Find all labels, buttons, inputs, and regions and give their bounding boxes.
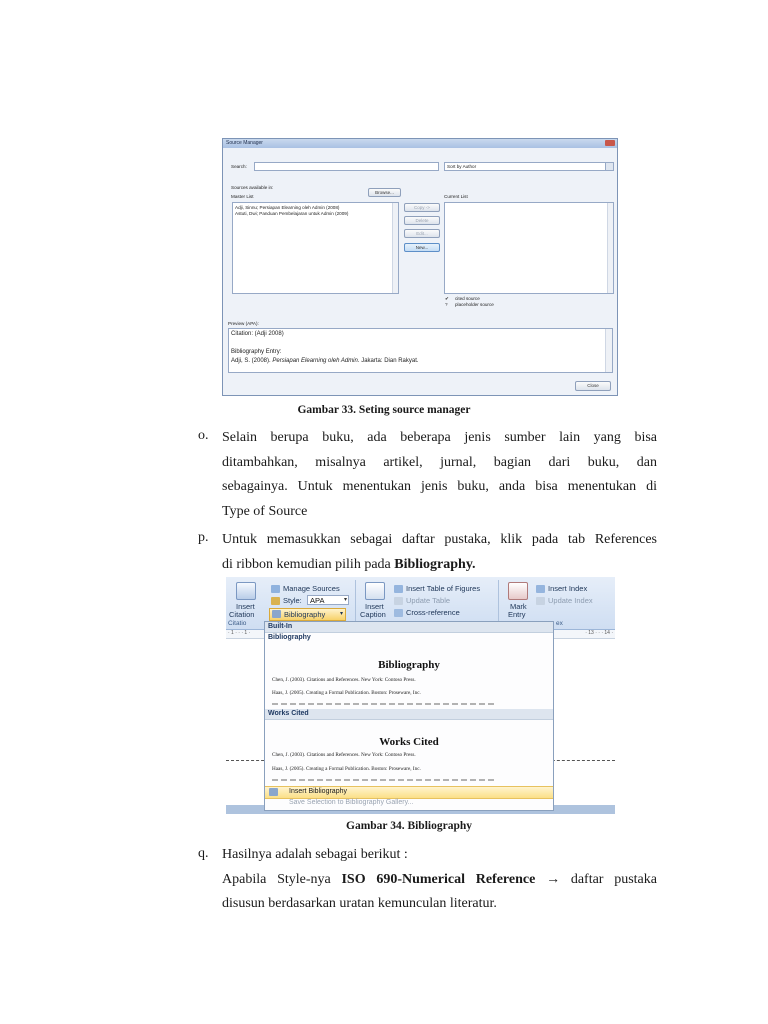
paragraph-line (222, 868, 657, 893)
insert-table-of-figures-button[interactable]: Insert Table of Figures (406, 584, 481, 593)
list-marker-q: q. (198, 846, 209, 861)
works-cited-header (265, 709, 553, 720)
bibliography-gallery-item[interactable] (265, 633, 553, 709)
insert-index-icon (536, 585, 545, 593)
bibliography-heading: Bibliography (378, 659, 440, 671)
sources-available-label: Sources available in: (231, 185, 274, 190)
save-selection-menu-item[interactable] (265, 798, 553, 809)
text: Apabila Style-nya (222, 871, 342, 887)
bibliography-dropdown (264, 621, 554, 811)
sample-entry-cut (272, 703, 497, 705)
dialog-titlebar (223, 139, 617, 148)
search-label: Search: (231, 164, 247, 169)
index-group-label: ex (556, 620, 563, 627)
style-select[interactable] (307, 595, 349, 605)
insert-index-button[interactable]: Insert Index (548, 584, 588, 593)
bold-text: ISO 690-Numerical Reference (341, 871, 536, 887)
manage-sources-icon (271, 585, 280, 593)
table-of-figures-icon (394, 585, 403, 593)
insert-caption-label-2[interactable]: Caption (360, 610, 386, 619)
sample-entry: Chen, J. (2003). Citations and References. New York: Contoso Press. (272, 752, 416, 758)
paragraph-line (222, 553, 657, 578)
update-table-button[interactable]: Update Table (406, 596, 451, 605)
current-list-label: Current List (444, 194, 468, 199)
bold-text: Bibliography. (394, 556, 476, 572)
ruler-left-marks: · 1 · · · 1 · (228, 630, 251, 636)
paragraph-line: Untuk memasukkan sebagai daftar pustaka, klik pada tab References (222, 532, 657, 547)
bibliography-entry-label: Bibliography Entry: (231, 349, 282, 355)
edit-button[interactable]: Edit... (404, 229, 440, 238)
delete-button[interactable]: Delete (404, 216, 440, 225)
cross-reference-icon (394, 609, 403, 617)
bibliography-entry-preview (231, 358, 419, 364)
current-list-scrollbar[interactable] (607, 203, 613, 293)
sample-entry: Haas, J. (2005). Creating a Formal Publication. Boston: Proseware, Inc. (272, 766, 421, 772)
mark-entry-icon[interactable] (508, 582, 528, 600)
insert-citation-label-2[interactable]: Citation (229, 610, 255, 619)
cited-check-icon: ✔ (445, 296, 449, 301)
copy-button[interactable]: Copy -> (404, 203, 440, 212)
figure-34-caption: Gambar 34. Bibliography (346, 820, 472, 832)
close-icon[interactable] (605, 140, 615, 146)
paragraph-line: disusun berdasarkan uratan kemunculan literatur. (222, 896, 497, 911)
style-value: APA (310, 596, 325, 605)
sample-entry: Chen, J. (2003). Citations and References. New York: Contoso Press. (272, 677, 416, 683)
style-label: Style: (283, 596, 302, 605)
placeholder-question-icon: ? (445, 302, 448, 307)
insert-caption-icon[interactable] (365, 582, 385, 600)
word-ribbon-screenshot (226, 577, 615, 814)
paragraph-q (222, 843, 657, 917)
save-selection-label: Save Selection to Bibliography Gallery... (289, 799, 414, 806)
preview-pane (228, 328, 613, 373)
browse-button[interactable]: Browse... (368, 188, 401, 197)
legend-cited: cited source (455, 296, 480, 301)
bibliography-button-label: Bibliography (284, 610, 326, 619)
paragraph-line: Type of Source (222, 503, 308, 519)
new-button[interactable]: New... (404, 243, 440, 252)
built-in-header (265, 622, 553, 633)
search-input[interactable] (254, 162, 439, 171)
sample-entry-cut (272, 779, 497, 781)
preview-label: Preview (APA): (228, 321, 259, 326)
bibliography-icon (272, 610, 281, 618)
gallery-item-title: Bibliography (268, 634, 311, 641)
bibliography-button[interactable] (269, 608, 346, 621)
manage-sources-button[interactable]: Manage Sources (283, 584, 340, 593)
insert-caption-label-1[interactable]: Insert (365, 602, 384, 611)
paragraph-line: Hasilnya adalah sebagai berikut : (222, 847, 408, 862)
insert-bibliography-label: Insert Bibliography (289, 788, 347, 795)
dialog-title: Source Manager (226, 140, 263, 146)
list-marker-p: p. (198, 530, 209, 545)
chevron-down-icon[interactable] (605, 163, 613, 170)
sample-entry: Haas, J. (2005). Creating a Formal Publication. Boston: Proseware, Inc. (272, 690, 421, 696)
arrow-icon: → (535, 871, 571, 887)
entry-prefix: Adji, S. (2008). (231, 358, 273, 364)
paragraph-p (222, 528, 657, 577)
chevron-down-icon: ▾ (339, 611, 343, 617)
insert-bibliography-icon (269, 788, 278, 796)
entry-title: Persiapan Elearning oleh Admin (272, 358, 358, 364)
insert-citation-icon[interactable] (236, 582, 256, 600)
preview-scrollbar[interactable] (605, 329, 612, 372)
ruler-right-marks: · 13 · · · 14 · (585, 630, 613, 636)
update-index-button[interactable]: Update Index (548, 596, 593, 605)
style-icon (271, 597, 280, 605)
current-list[interactable] (444, 202, 614, 294)
sort-value: Sort by Author (447, 164, 477, 169)
paragraph-line: sebagainya. Untuk menentukan jenis buku, anda bisa menentukan di (222, 479, 657, 494)
mark-entry-label-1[interactable]: Mark (510, 602, 527, 611)
update-table-icon (394, 597, 403, 605)
paragraph-o (222, 426, 657, 524)
master-list-label: Master List (231, 194, 254, 199)
sort-select[interactable] (444, 162, 614, 171)
citations-group-label: Citatio (228, 620, 247, 627)
built-in-label: Built-In (268, 623, 293, 630)
update-index-icon (536, 597, 545, 605)
master-list-scrollbar[interactable] (392, 203, 398, 293)
list-marker-o: o. (198, 428, 209, 443)
gallery-item-title: Works Cited (268, 710, 309, 717)
mark-entry-label-2[interactable]: Entry (508, 610, 526, 619)
list-item[interactable]: Astuti, Dwi; Panduan Pembelajaran untuk Admin (2009) (235, 211, 349, 216)
list-item[interactable]: Adji, Sinnu; Persiapan Elearning oleh Admin (2008) (235, 205, 340, 210)
cross-reference-button[interactable]: Cross-reference (406, 608, 460, 617)
group-divider (355, 580, 356, 626)
text: daftar pustaka (570, 871, 657, 887)
insert-citation-label-1[interactable]: Insert (236, 602, 255, 611)
close-button[interactable]: Close (575, 381, 611, 391)
works-cited-gallery-item[interactable] (265, 709, 553, 785)
figure-33-caption: Gambar 33. Seting source manager (297, 404, 471, 416)
legend-placeholder: placeholder source (455, 302, 494, 307)
source-manager-dialog (222, 138, 618, 396)
master-list[interactable] (232, 202, 399, 294)
text: di ribbon kemudian pilih pada (222, 556, 395, 572)
paragraph-line: ditambahkan, misalnya artikel, jurnal, bagian dari buku, dan (222, 454, 657, 470)
citation-preview: Citation: (Adji 2008) (231, 331, 284, 337)
paragraph-line: Selain berupa buku, ada beberapa jenis sumber lain yang bisa (222, 430, 657, 445)
entry-suffix: . Jakarta: Dian Rakyat. (357, 358, 419, 364)
group-divider (498, 580, 499, 626)
works-cited-heading: Works Cited (379, 736, 439, 748)
chevron-down-icon[interactable]: ▾ (343, 597, 347, 603)
